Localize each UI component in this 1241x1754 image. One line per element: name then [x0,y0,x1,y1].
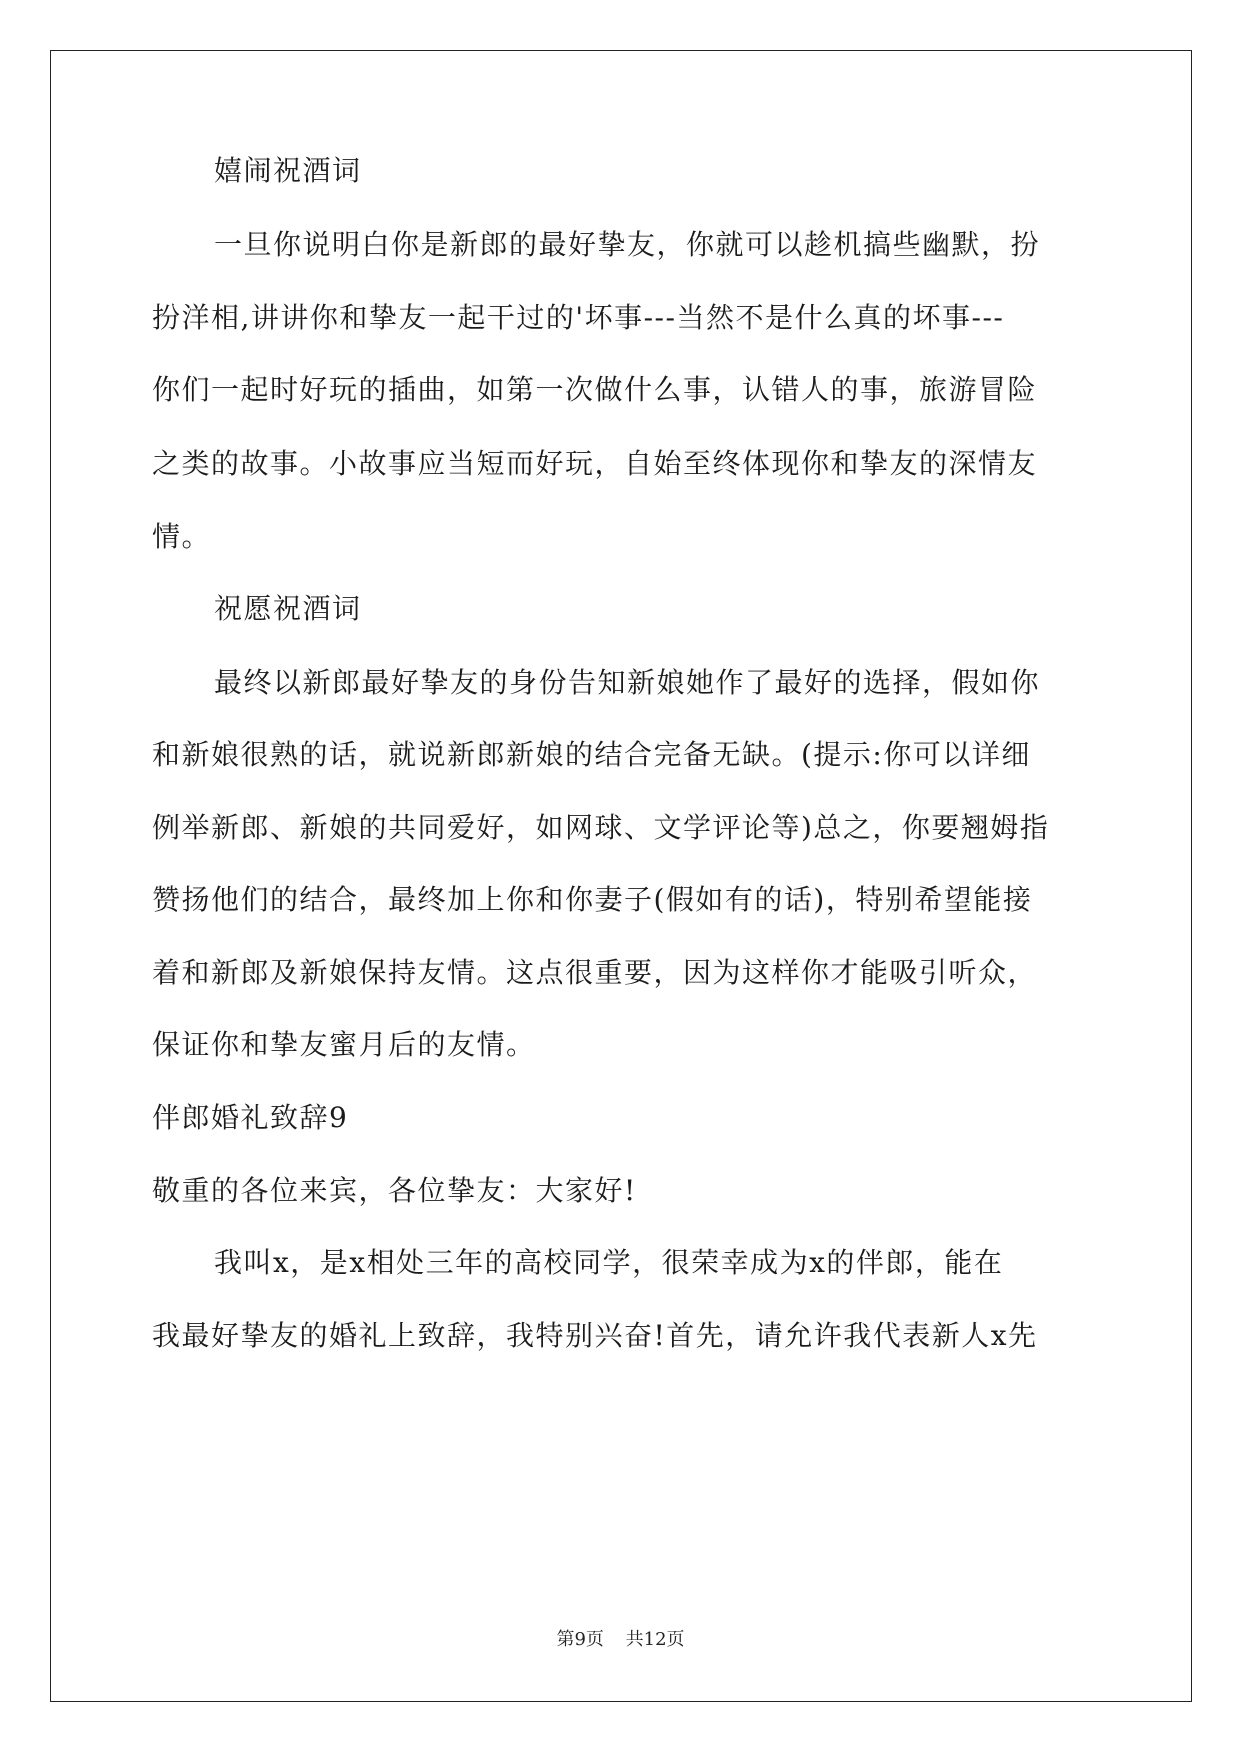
paragraph-line: 保证你和挚友蜜月后的友情。 [152,1028,536,1061]
paragraph-line: 扮洋相,讲讲你和挚友一起干过的'坏事---当然不是什么真的坏事--- [152,301,1005,334]
page-total: 共12页 [625,1629,685,1650]
paragraph-line: 和新娘很熟的话，就说新郎新娘的结合完备无缺。(提示:你可以详细 [152,738,1031,771]
paragraph-line: 你们一起时好玩的插曲，如第一次做什么事，认错人的事，旅游冒险 [152,373,1038,406]
paragraph-line: 着和新郎及新娘保持友情。这点很重要，因为这样你才能吸引听众， [152,956,1038,989]
heading-wishes-toast: 祝愿祝酒词 [214,592,362,625]
paragraph-line: 情。 [152,520,212,553]
paragraph-line: 一旦你说明白你是新郎的最好挚友，你就可以趁机搞些幽默，扮 [214,228,1041,261]
section-title: 伴郎婚礼致辞9 [152,1101,349,1134]
paragraph-line: 之类的故事。小故事应当短而好玩，自始至终体现你和挚友的深情友 [152,447,1038,480]
salutation: 敬重的各位来宾，各位挚友：大家好! [152,1174,637,1207]
page-footer [0,1628,1241,1652]
paragraph-line: 赞扬他们的结合，最终加上你和你妻子(假如有的话)，特别希望能接 [152,883,1033,916]
page-number: 第9页 [556,1629,604,1650]
heading-playful-toast: 嬉闹祝酒词 [214,154,362,187]
paragraph-line: 例举新郎、新娘的共同爱好，如网球、文学评论等)总之，你要翘姆指 [152,811,1050,844]
paragraph-line: 最终以新郎最好挚友的身份告知新娘她作了最好的选择，假如你 [214,666,1041,699]
paragraph-line: 我叫x，是x相处三年的高校同学，很荣幸成为x的伴郎，能在 [214,1246,1004,1279]
paragraph-line: 我最好挚友的婚礼上致辞，我特别兴奋!首先，请允许我代表新人x先 [152,1319,1038,1352]
